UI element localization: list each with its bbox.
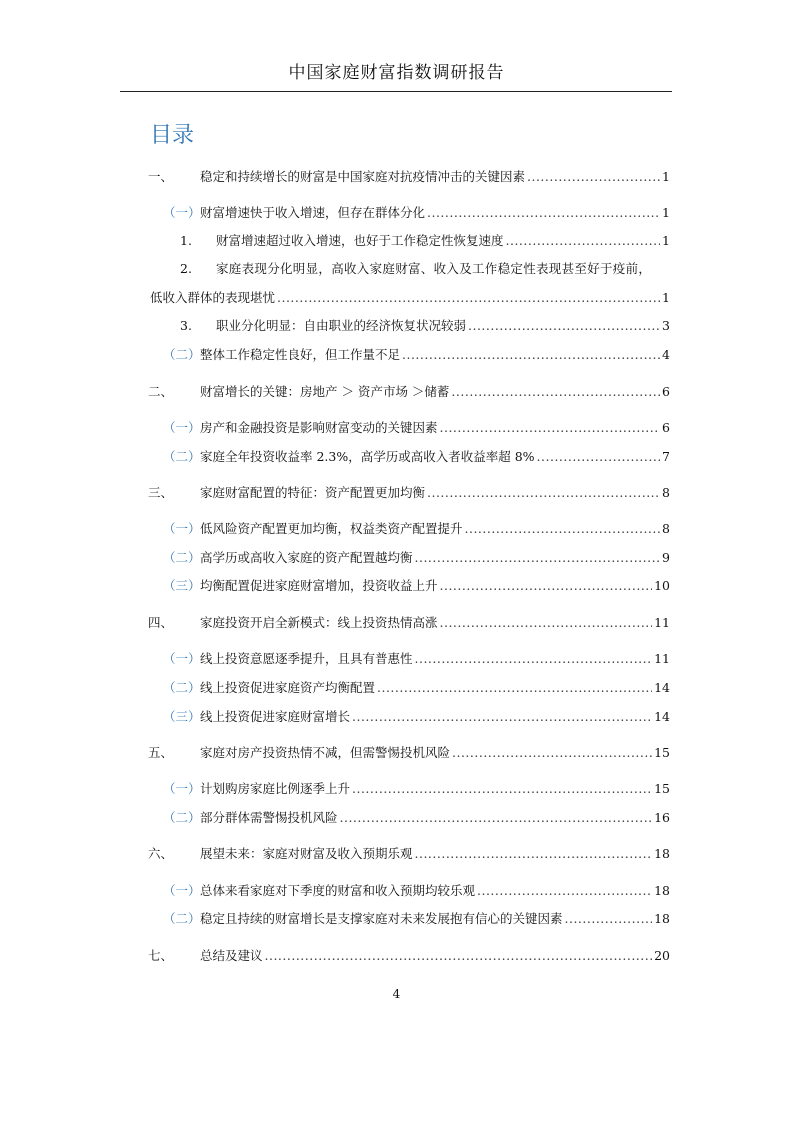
toc-entry-page: 18	[654, 883, 670, 898]
toc-entry-chapter-5[interactable]	[0, 742, 793, 764]
toc-leader-dots	[265, 945, 653, 967]
toc-entry-page: 1	[662, 290, 670, 305]
toc-entry-number: （一）	[163, 651, 201, 666]
toc-entry-title: 线上投资促进家庭财富增长	[200, 709, 351, 724]
toc-entry-title: 总体来看家庭对下季度的财富和收入预期均较乐观	[200, 883, 476, 898]
toc-leader-dots	[477, 880, 652, 902]
toc-entry-chapter-6[interactable]	[0, 843, 793, 865]
toc-entry-title: 计划购房家庭比例逐季上升	[200, 781, 351, 796]
toc-entry-section-4-3[interactable]	[0, 706, 793, 728]
toc-entry-chapter-2[interactable]	[0, 381, 793, 403]
toc-entry-page: 9	[662, 550, 670, 565]
toc-entry-subsection-1-1-3[interactable]	[0, 315, 793, 337]
toc-entry-page: 18	[654, 911, 670, 926]
toc-entry-number: （一）	[163, 781, 201, 796]
toc-entry-page: 18	[654, 846, 670, 861]
toc-entry-number: 五、	[148, 745, 174, 760]
toc-entry-page: 7	[662, 449, 670, 464]
toc-leader-dots	[506, 230, 661, 252]
toc-heading: 目录	[150, 123, 195, 148]
toc-leader-dots	[427, 202, 660, 224]
toc-leader-dots	[415, 843, 653, 865]
toc-entry-number: （一）	[163, 205, 201, 220]
toc-leader-dots	[440, 612, 653, 634]
toc-entry-number: 六、	[148, 846, 174, 861]
toc-entry-title: 均衡配置促进家庭财富增加，投资收益上升	[200, 578, 438, 593]
toc-entry-number: （一）	[163, 883, 201, 898]
toc-entry-section-2-1[interactable]	[0, 417, 793, 439]
toc-entry-subsection-1-1-1[interactable]	[0, 230, 793, 252]
toc-entry-page: 8	[662, 521, 670, 536]
toc-entry-title: 财富增长的关键：房地产 ＞ 资产市场 ＞储蓄	[200, 384, 450, 399]
toc-entry-number: 四、	[148, 615, 174, 630]
toc-entry-title: 家庭对房产投资热情不减，但需警惕投机风险	[200, 745, 451, 760]
toc-entry-chapter-1[interactable]	[0, 166, 793, 188]
toc-entry-title: 展望未来：家庭对财富及收入预期乐观	[200, 846, 413, 861]
toc-entry-number: （二）	[163, 550, 201, 565]
toc-leader-dots	[352, 778, 652, 800]
toc-entry-title: 稳定且持续的财富增长是支撑家庭对未来发展抱有信心的关键因素	[200, 911, 563, 926]
toc-leader-dots	[451, 381, 660, 403]
toc-entry-section-2-2[interactable]	[0, 446, 793, 468]
toc-entry-page: 11	[654, 615, 670, 630]
toc-leader-dots	[527, 166, 660, 188]
toc-leader-dots	[565, 908, 653, 930]
toc-entry-page: 8	[662, 485, 670, 500]
toc-leader-dots	[340, 807, 653, 829]
page-number: 4	[392, 987, 401, 1001]
toc-leader-dots	[440, 575, 653, 597]
toc-leader-dots	[415, 648, 653, 670]
toc-entry-section-3-1[interactable]	[0, 518, 793, 540]
toc-entry-number: 3.	[180, 318, 192, 333]
toc-entry-page: 4	[662, 347, 670, 362]
toc-entry-title: 财富增速快于收入增速，但存在群体分化	[200, 205, 426, 220]
toc-entry-section-6-2[interactable]	[0, 908, 793, 930]
toc-entry-section-5-2[interactable]	[0, 807, 793, 829]
toc-entry-title: 低风险资产配置更加均衡，权益类资产配置提升	[200, 521, 463, 536]
toc-entry-page: 1	[662, 205, 670, 220]
toc-entry-title: 高学历或高收入家庭的资产配置越均衡	[200, 550, 413, 565]
toc-leader-dots	[465, 518, 661, 540]
toc-entry-number: 七、	[148, 948, 174, 963]
toc-entry-section-4-1[interactable]	[0, 648, 793, 670]
toc-entry-section-1-2[interactable]	[0, 344, 793, 366]
toc-entry-page: 3	[662, 318, 670, 333]
toc-entry-title: 线上投资意愿逐季提升，且具有普惠性	[200, 651, 413, 666]
toc-entry-page: 20	[654, 948, 670, 963]
toc-entry-title: 部分群体需警惕投机风险	[200, 810, 338, 825]
toc-entry-number: （二）	[163, 680, 201, 695]
toc-leader-dots	[468, 315, 660, 337]
toc-entry-number: 2.	[180, 261, 192, 276]
toc-entry-number: （三）	[163, 578, 201, 593]
toc-leader-dots	[440, 417, 661, 439]
toc-entry-number: 1.	[180, 233, 192, 248]
toc-entry-page: 11	[654, 651, 670, 666]
toc-leader-dots	[352, 706, 652, 728]
toc-entry-page: 6	[662, 420, 670, 435]
toc-entry-title: 家庭财富配置的特征：资产配置更加均衡	[200, 485, 426, 500]
toc-entry-number: 二、	[148, 384, 174, 399]
toc-entry-section-3-3[interactable]	[0, 575, 793, 597]
toc-leader-dots	[377, 677, 652, 699]
toc-entry-number: （三）	[163, 709, 201, 724]
toc-entry-continuation	[0, 287, 793, 309]
toc-entry-title: 家庭全年投资收益率 2.3%，高学历或高收入者收益率超 8%	[200, 449, 535, 464]
toc-entry-section-6-1[interactable]	[0, 880, 793, 902]
toc-entry-section-5-1[interactable]	[0, 778, 793, 800]
toc-entry-page: 15	[654, 745, 670, 760]
toc-entry-title-line1: 家庭表现分化明显，高收入家庭财富、收入及工作稳定性表现甚至好于疫前，	[216, 261, 652, 276]
toc-entry-title: 家庭投资开启全新模式：线上投资热情高涨	[200, 615, 438, 630]
toc-entry-number: （二）	[163, 449, 201, 464]
toc-entry-number: （一）	[163, 420, 201, 435]
toc-leader-dots	[427, 482, 660, 504]
toc-entry-section-4-2[interactable]	[0, 677, 793, 699]
header-divider	[120, 91, 672, 92]
toc-entry-page: 15	[654, 781, 670, 796]
toc-entry-page: 16	[654, 810, 670, 825]
toc-entry-chapter-3[interactable]	[0, 482, 793, 504]
toc-entry-number: （二）	[163, 911, 201, 926]
toc-entry-page: 14	[654, 709, 670, 724]
toc-leader-dots	[537, 446, 661, 468]
toc-entry-chapter-4[interactable]	[0, 612, 793, 634]
toc-entry-title: 房产和金融投资是影响财富变动的关键因素	[200, 420, 438, 435]
toc-entry-title: 财富增速超过收入增速，也好于工作稳定性恢复速度	[216, 233, 504, 248]
toc-entry-title-line2: 低收入群体的表现堪忧	[150, 290, 276, 305]
toc-entry-number: 三、	[148, 485, 174, 500]
toc-entry-title: 线上投资促进家庭资产均衡配置	[200, 680, 376, 695]
toc-entry-title: 稳定和持续增长的财富是中国家庭对抗疫情冲击的关键因素	[200, 169, 526, 184]
toc-entry-title: 总结及建议	[200, 948, 263, 963]
toc-entry-page: 14	[654, 680, 670, 695]
toc-entry-title: 整体工作稳定性良好，但工作量不足	[200, 347, 401, 362]
toc-leader-dots	[277, 287, 660, 309]
toc-entry-section-1-1[interactable]	[0, 202, 793, 224]
toc-entry-number: （二）	[163, 347, 201, 362]
toc-entry-number: 一、	[148, 169, 174, 184]
toc-leader-dots	[452, 742, 652, 764]
toc-entry-title: 职业分化明显：自由职业的经济恢复状况较弱	[216, 318, 467, 333]
toc-entry-section-3-2[interactable]	[0, 547, 793, 569]
toc-entry-number: （二）	[163, 810, 201, 825]
running-header-title: 中国家庭财富指数调研报告	[288, 63, 505, 83]
toc-entry-number: （一）	[163, 521, 201, 536]
toc-leader-dots	[402, 344, 660, 366]
toc-entry-page: 1	[662, 169, 670, 184]
toc-entry-page: 6	[662, 384, 670, 399]
toc-entry-page: 10	[654, 578, 670, 593]
toc-entry-page: 1	[662, 233, 670, 248]
toc-entry-chapter-7[interactable]	[0, 945, 793, 967]
toc-leader-dots	[415, 547, 661, 569]
